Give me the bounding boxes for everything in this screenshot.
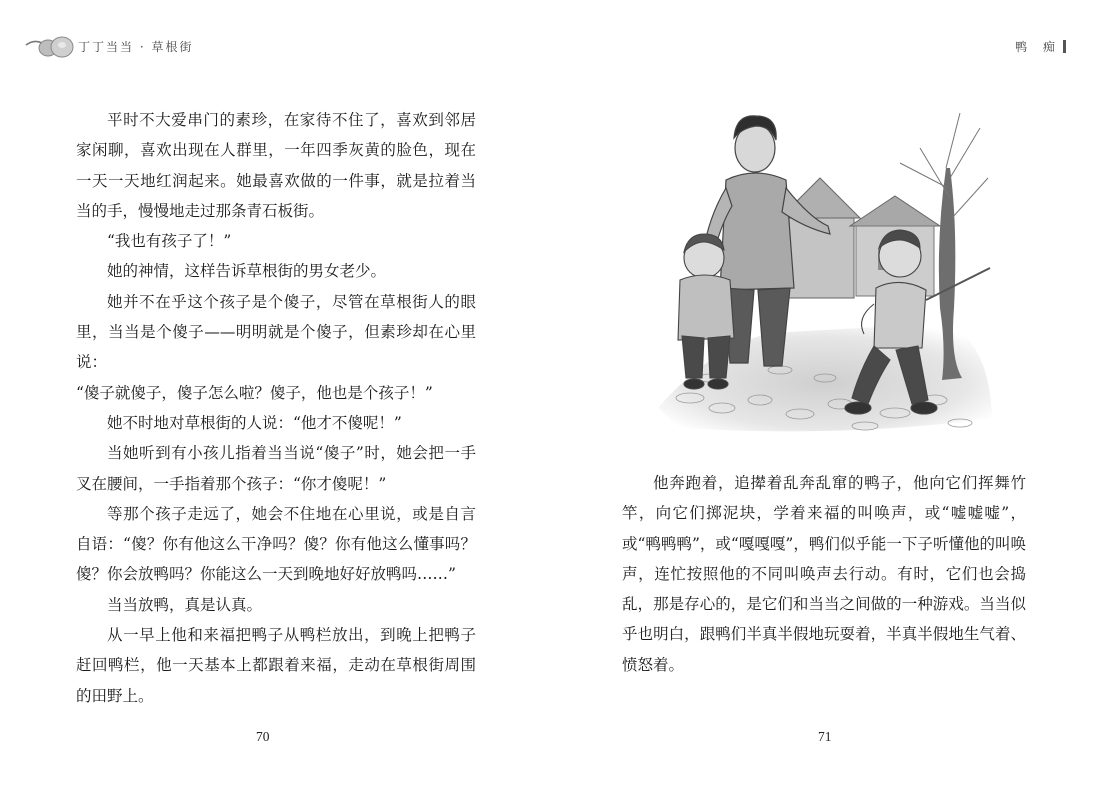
paragraph: 她并不在乎这个孩子是个傻子，尽管在草根街人的眼里，当当是个傻子——明明就是个傻子，但素珍却在心里说： xyxy=(76,292,476,372)
series-title: 丁丁当当 · 草根街 xyxy=(78,39,194,54)
paragraph: 他奔跑着，追撵着乱奔乱窜的鸭子，他向它们挥舞竹竿，向它们掷泥块，学着来福的叫唤声，或“嘘嘘嘘”，或“鸭鸭鸭”，或“嘎嘎嘎”，鸭们似乎能一下子听懂他的叫唤声，连忙按照他的不同叫唤声去行动。有时，它们也会捣乱，那是存心的，是它们和当当之间做的一种游戏。当当似乎也明白，跟鸭们半真半假地玩耍着，半真半假地生气着、愤怒着。 xyxy=(622,474,1026,674)
sketch-illustration xyxy=(650,108,998,446)
paragraph: “傻子就傻子，傻子怎么啦？傻子，他也是个孩子！” xyxy=(76,383,433,402)
paragraph: 她不时地对草根街的人说：“他才不傻呢！” xyxy=(107,413,402,432)
page-number: 70 xyxy=(256,729,270,744)
gourd-logo-icon xyxy=(24,31,76,61)
paragraph: 当当放鸭，真是认真。 xyxy=(107,595,263,614)
paragraph: 她的神情，这样告诉草根街的男女老少。 xyxy=(107,262,387,281)
chapter-header xyxy=(1015,38,1066,55)
paragraph: 从一早上他和来福把鸭子从鸭栏放出，到晚上把鸭子赶回鸭栏，他一天基本上都跟着来福，走动在草根街周围的田野上。 xyxy=(76,626,476,705)
chapter-bar-mark xyxy=(1063,40,1066,53)
paragraph: “我也有孩子了！” xyxy=(107,232,232,251)
page-number: 71 xyxy=(818,729,832,744)
right-page-text xyxy=(622,468,1026,680)
paragraph: 当她听到有小孩儿指着当当说“傻子”时，她会把一手叉在腰间，一手指着那个孩子：“你才傻呢！” xyxy=(76,444,476,493)
paragraph: 等那个孩子走远了，她会不住地在心里说，或是自言自语：“傻？你有他这么干净吗？傻？你有他这么懂事吗？傻？你会放鸭吗？你能这么一天到晚地好好放鸭吗……” xyxy=(76,504,476,584)
series-header xyxy=(24,30,193,62)
paragraph: 平时不大爱串门的素珍，在家待不住了，喜欢到邻居家闲聊，喜欢出现在人群里，一年四季灰黄的脸色，现在一天一天地红润起来。她最喜欢做的一件事，就是拉着当当的手，慢慢地走过那条青石板街。 xyxy=(76,111,476,220)
chapter-title: 鸭 痴 xyxy=(1015,40,1061,54)
left-page-text xyxy=(76,105,476,711)
